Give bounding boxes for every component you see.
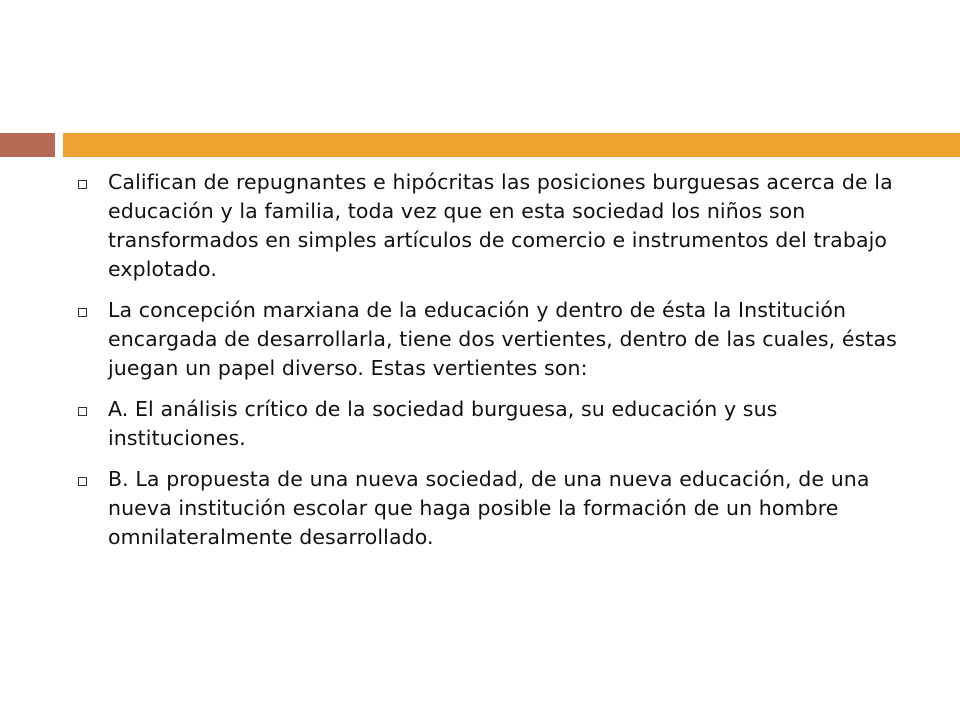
bullet-item	[76, 296, 916, 383]
bullet-text: A. El análisis crítico de la sociedad burguesa, su educación y sus instituciones.	[108, 397, 778, 450]
hollow-square-bullet-icon	[78, 407, 87, 416]
bullet-item	[76, 395, 916, 453]
hollow-square-bullet-icon	[78, 180, 87, 189]
bullet-item	[76, 465, 916, 552]
accent-bar-right	[63, 133, 960, 157]
bullet-item	[76, 168, 916, 284]
hollow-square-bullet-icon	[78, 477, 87, 486]
bullet-text: La concepción marxiana de la educación y dentro de ésta la Institución encargada de desarrollarla, tiene dos vertientes, dentro de las cuales, éstas juegan un papel diverso. Estas vertientes son:	[108, 298, 897, 380]
hollow-square-bullet-icon	[78, 308, 87, 317]
bullet-text: Califican de repugnantes e hipócritas las posiciones burguesas acerca de la educación y la familia, toda vez que en esta sociedad los niños son transformados en simples artículos de comercio e instrumentos del trabajo explotado.	[108, 170, 893, 281]
bullet-list	[76, 168, 916, 564]
accent-bar-left	[0, 133, 55, 157]
bullet-text: B. La propuesta de una nueva sociedad, de una nueva educación, de una nueva institución escolar que haga posible la formación de un hombre omnilateralmente desarrollado.	[108, 467, 870, 549]
